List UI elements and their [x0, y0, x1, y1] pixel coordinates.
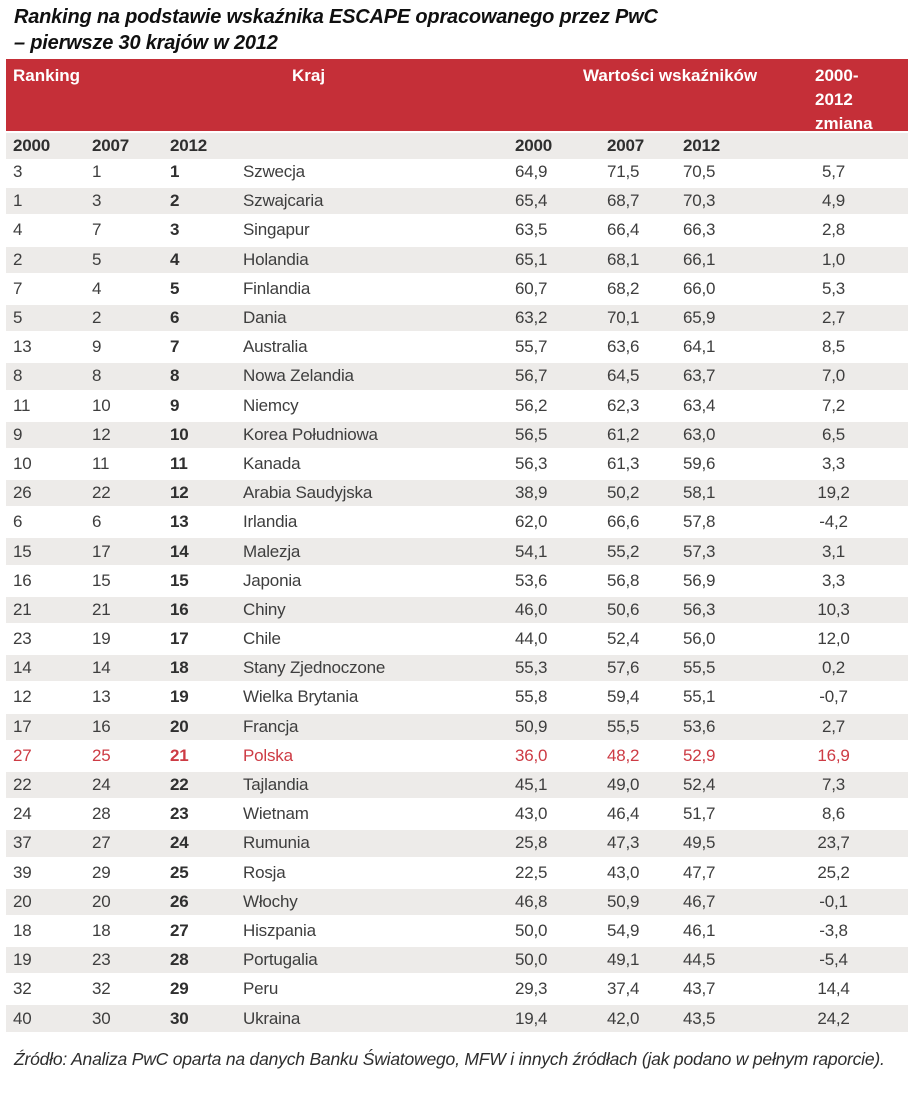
- value-2000: 22,5: [515, 862, 548, 882]
- rank-2012: 9: [170, 395, 180, 415]
- rank-2007: 30: [92, 1008, 111, 1028]
- rank-2007: 9: [92, 337, 102, 357]
- value-2000: 55,7: [515, 337, 548, 357]
- value-2007: 50,2: [607, 483, 640, 503]
- change-value: 4,9: [821, 191, 846, 211]
- table-body: [6, 159, 908, 1035]
- rank-2007: 8: [92, 366, 102, 386]
- rank-2007: 11: [92, 453, 110, 473]
- subheader-rank-2000: 2000: [13, 136, 51, 155]
- rank-2000: 40: [13, 1008, 32, 1028]
- change-value: 3,1: [821, 541, 846, 561]
- rank-2000: 17: [13, 716, 32, 736]
- country-name: Hiszpania: [243, 920, 316, 940]
- country-name: Irlandia: [243, 512, 298, 532]
- rank-2007: 2: [92, 308, 102, 328]
- rank-2007: 20: [92, 891, 111, 911]
- value-2000: 50,9: [515, 716, 548, 736]
- value-2000: 25,8: [515, 833, 548, 853]
- rank-2007: 19: [92, 629, 111, 649]
- country-name: Polska: [243, 745, 293, 765]
- value-2007: 55,2: [607, 541, 640, 561]
- value-2007: 59,4: [607, 687, 640, 707]
- value-2012: 49,5: [683, 833, 716, 853]
- rank-2000: 3: [13, 162, 23, 182]
- table-row: [6, 889, 908, 918]
- value-2007: 71,5: [607, 162, 640, 182]
- value-2012: 52,9: [683, 745, 716, 765]
- header-zmiana-line-3: zmiana: [815, 114, 873, 133]
- value-2000: 46,0: [515, 599, 548, 619]
- country-name: Rumunia: [243, 833, 310, 853]
- value-2012: 44,5: [683, 950, 716, 970]
- value-2000: 55,8: [515, 687, 548, 707]
- title-line-1: Ranking na podstawie wskaźnika ESCAPE opracowanego przez PwC: [14, 6, 658, 28]
- table-row: [6, 801, 908, 830]
- value-2007: 43,0: [607, 862, 640, 882]
- rank-2000: 20: [13, 891, 32, 911]
- value-2007: 46,4: [607, 804, 640, 824]
- value-2000: 56,7: [515, 366, 548, 386]
- value-2007: 42,0: [607, 1008, 640, 1028]
- value-2007: 55,5: [607, 716, 640, 736]
- table-row: [6, 684, 908, 713]
- value-2000: 46,8: [515, 891, 548, 911]
- rank-2007: 29: [92, 862, 111, 882]
- rank-2007: 3: [92, 191, 102, 211]
- change-value: 5,7: [821, 162, 846, 182]
- rank-2012: 21: [170, 745, 189, 765]
- table-row: [6, 568, 908, 597]
- rank-2012: 30: [170, 1008, 189, 1028]
- rank-2007: 1: [92, 162, 102, 182]
- value-2012: 66,0: [683, 278, 716, 298]
- table-row: [6, 860, 908, 889]
- rank-2000: 27: [13, 745, 32, 765]
- table-row: [6, 305, 908, 334]
- country-name: Wielka Brytania: [243, 687, 359, 707]
- change-value: 8,6: [821, 804, 846, 824]
- table-row: [6, 188, 908, 217]
- table-row: [6, 334, 908, 363]
- country-name: Chiny: [243, 599, 286, 619]
- table-row: [6, 1005, 908, 1034]
- rank-2012: 13: [170, 512, 189, 532]
- value-2007: 68,2: [607, 278, 640, 298]
- rank-2012: 16: [170, 599, 189, 619]
- value-2000: 62,0: [515, 512, 548, 532]
- rank-2007: 4: [92, 278, 102, 298]
- table-row: [6, 363, 908, 392]
- change-value: 1,0: [821, 249, 846, 269]
- change-value: 7,0: [821, 366, 846, 386]
- value-2000: 19,4: [515, 1008, 548, 1028]
- value-2007: 61,2: [607, 424, 640, 444]
- table-row: [6, 509, 908, 538]
- value-2012: 57,3: [683, 541, 716, 561]
- table-row: [6, 655, 908, 684]
- rank-2000: 2: [13, 249, 23, 269]
- table-row: [6, 159, 908, 188]
- change-value: 24,2: [817, 1008, 850, 1028]
- rank-2012: 14: [170, 541, 189, 561]
- country-name: Peru: [243, 979, 279, 999]
- value-2012: 55,5: [683, 658, 716, 678]
- value-2000: 55,3: [515, 658, 548, 678]
- change-value: -5,4: [819, 950, 848, 970]
- rank-2000: 32: [13, 979, 32, 999]
- value-2012: 47,7: [683, 862, 716, 882]
- value-2012: 63,0: [683, 424, 716, 444]
- rank-2000: 4: [13, 220, 23, 240]
- rank-2007: 28: [92, 804, 111, 824]
- value-2012: 66,1: [683, 249, 716, 269]
- change-value: 5,3: [821, 278, 846, 298]
- value-2000: 65,4: [515, 191, 548, 211]
- rank-2000: 26: [13, 483, 32, 503]
- country-name: Malezja: [243, 541, 301, 561]
- rank-2000: 14: [13, 658, 32, 678]
- value-2012: 43,7: [683, 979, 716, 999]
- rank-2012: 26: [170, 891, 189, 911]
- value-2007: 63,6: [607, 337, 640, 357]
- value-2007: 54,9: [607, 920, 640, 940]
- rank-2012: 18: [170, 658, 189, 678]
- rank-2007: 25: [92, 745, 111, 765]
- country-name: Szwajcaria: [243, 191, 324, 211]
- rank-2007: 13: [92, 687, 111, 707]
- country-name: Australia: [243, 337, 308, 357]
- header-zmiana-line-1: 2000-: [815, 66, 859, 85]
- value-2000: 29,3: [515, 979, 548, 999]
- rank-2012: 27: [170, 920, 189, 940]
- value-2000: 50,0: [515, 950, 548, 970]
- table-row: [6, 538, 908, 567]
- rank-2000: 39: [13, 862, 32, 882]
- rank-2000: 1: [13, 191, 23, 211]
- country-name: Japonia: [243, 570, 302, 590]
- value-2012: 66,3: [683, 220, 716, 240]
- change-value: 7,3: [821, 775, 846, 795]
- value-2007: 48,2: [607, 745, 640, 765]
- rank-2012: 17: [170, 629, 189, 649]
- value-2007: 56,8: [607, 570, 640, 590]
- table-row: [6, 451, 908, 480]
- country-name: Portugalia: [243, 950, 318, 970]
- value-2012: 53,6: [683, 716, 716, 736]
- header-wartosci: Wartości wskaźników: [583, 66, 758, 85]
- rank-2000: 37: [13, 833, 32, 853]
- value-2000: 56,5: [515, 424, 548, 444]
- rank-2007: 12: [92, 424, 111, 444]
- value-2012: 63,7: [683, 366, 716, 386]
- value-2012: 43,5: [683, 1008, 716, 1028]
- country-name: Kanada: [243, 453, 301, 473]
- rank-2012: 29: [170, 979, 189, 999]
- subheader-rank-2012: 2012: [170, 136, 208, 155]
- value-2000: 64,9: [515, 162, 548, 182]
- subheader-value-2000: 2000: [515, 136, 553, 155]
- rank-2012: 3: [170, 220, 180, 240]
- rank-2007: 27: [92, 833, 111, 853]
- value-2012: 65,9: [683, 308, 716, 328]
- rank-2007: 24: [92, 775, 111, 795]
- rank-2007: 32: [92, 979, 111, 999]
- country-name: Szwecja: [243, 162, 305, 182]
- rank-2000: 12: [13, 687, 32, 707]
- value-2012: 56,3: [683, 599, 716, 619]
- country-name: Finlandia: [243, 278, 311, 298]
- rank-2007: 5: [92, 249, 102, 269]
- rank-2007: 23: [92, 950, 111, 970]
- change-value: 25,2: [817, 862, 850, 882]
- rank-2000: 16: [13, 570, 32, 590]
- rank-2012: 10: [170, 424, 189, 444]
- value-2012: 51,7: [683, 804, 716, 824]
- value-2007: 50,9: [607, 891, 640, 911]
- rank-2000: 8: [13, 366, 23, 386]
- rank-2007: 21: [92, 599, 111, 619]
- country-name: Ukraina: [243, 1008, 301, 1028]
- value-2000: 38,9: [515, 483, 548, 503]
- value-2000: 54,1: [515, 541, 548, 561]
- change-value: -0,7: [819, 687, 848, 707]
- country-name: Tajlandia: [243, 775, 309, 795]
- change-value: -3,8: [819, 920, 848, 940]
- rank-2000: 11: [13, 395, 31, 415]
- table-row: [6, 597, 908, 626]
- rank-2007: 16: [92, 716, 111, 736]
- header-zmiana-line-2: 2012: [815, 90, 853, 109]
- change-value: 10,3: [817, 599, 850, 619]
- table-row: [6, 626, 908, 655]
- rank-2000: 22: [13, 775, 32, 795]
- rank-2012: 2: [170, 191, 180, 211]
- source-note: Źródło: Analiza PwC oparta na danych Banku Światowego, MFW i innych źródłach (jak podano w pełnym raporcie).: [14, 1048, 885, 1069]
- rank-2012: 24: [170, 833, 189, 853]
- table-row: [6, 947, 908, 976]
- table-row: [6, 393, 908, 422]
- rank-2007: 18: [92, 920, 111, 940]
- rank-2000: 6: [13, 512, 23, 532]
- change-value: 8,5: [821, 337, 846, 357]
- country-name: Nowa Zelandia: [243, 366, 354, 386]
- change-value: 12,0: [817, 629, 850, 649]
- rank-2007: 22: [92, 483, 111, 503]
- escape-ranking-table: [6, 59, 908, 1035]
- change-value: 2,7: [821, 716, 846, 736]
- value-2007: 52,4: [607, 629, 640, 649]
- value-2012: 55,1: [683, 687, 716, 707]
- table-row: [6, 772, 908, 801]
- value-2007: 47,3: [607, 833, 640, 853]
- rank-2012: 28: [170, 950, 189, 970]
- title-line-2: – pierwsze 30 krajów w 2012: [14, 32, 278, 54]
- country-name: Niemcy: [243, 395, 299, 415]
- value-2007: 68,1: [607, 249, 640, 269]
- table-row: [6, 830, 908, 859]
- value-2012: 63,4: [683, 395, 716, 415]
- country-name: Dania: [243, 308, 287, 328]
- rank-2007: 10: [92, 395, 111, 415]
- rank-2012: 8: [170, 366, 180, 386]
- value-2000: 63,5: [515, 220, 548, 240]
- table-header-row: [6, 59, 908, 133]
- rank-2000: 18: [13, 920, 32, 940]
- change-value: 2,8: [821, 220, 846, 240]
- country-name: Rosja: [243, 862, 286, 882]
- value-2007: 68,7: [607, 191, 640, 211]
- rank-2007: 7: [92, 220, 102, 240]
- table-row: [6, 976, 908, 1005]
- value-2000: 50,0: [515, 920, 548, 940]
- value-2012: 56,9: [683, 570, 716, 590]
- value-2007: 64,5: [607, 366, 640, 386]
- rank-2012: 6: [170, 308, 180, 328]
- table-row: [6, 480, 908, 509]
- value-2000: 44,0: [515, 629, 548, 649]
- country-name: Holandia: [243, 249, 309, 269]
- rank-2000: 15: [13, 541, 32, 561]
- value-2000: 36,0: [515, 745, 548, 765]
- table-row: [6, 276, 908, 305]
- value-2007: 70,1: [607, 308, 640, 328]
- change-value: -4,2: [819, 512, 848, 532]
- rank-2012: 7: [170, 337, 180, 357]
- country-name: Wietnam: [243, 804, 309, 824]
- value-2007: 66,6: [607, 512, 640, 532]
- change-value: 3,3: [821, 453, 846, 473]
- rank-2000: 5: [13, 308, 23, 328]
- table-row: [6, 247, 908, 276]
- value-2000: 56,2: [515, 395, 548, 415]
- rank-2000: 13: [13, 337, 32, 357]
- value-2007: 62,3: [607, 395, 640, 415]
- rank-2000: 7: [13, 278, 23, 298]
- table-row: [6, 217, 908, 246]
- rank-2007: 15: [92, 570, 111, 590]
- value-2012: 46,1: [683, 920, 716, 940]
- value-2007: 57,6: [607, 658, 640, 678]
- rank-2007: 6: [92, 512, 102, 532]
- value-2012: 70,3: [683, 191, 716, 211]
- value-2000: 60,7: [515, 278, 548, 298]
- value-2012: 57,8: [683, 512, 716, 532]
- rank-2000: 19: [13, 950, 32, 970]
- value-2012: 70,5: [683, 162, 716, 182]
- value-2012: 58,1: [683, 483, 716, 503]
- value-2007: 50,6: [607, 599, 640, 619]
- table-row: [6, 743, 908, 772]
- rank-2012: 22: [170, 775, 189, 795]
- value-2012: 52,4: [683, 775, 716, 795]
- value-2007: 37,4: [607, 979, 640, 999]
- subheader-value-2012: 2012: [683, 136, 721, 155]
- country-name: Stany Zjednoczone: [243, 658, 386, 678]
- rank-2012: 12: [170, 483, 189, 503]
- header-kraj: Kraj: [292, 66, 326, 85]
- value-2007: 66,4: [607, 220, 640, 240]
- value-2012: 46,7: [683, 891, 716, 911]
- rank-2012: 20: [170, 716, 189, 736]
- country-name: Arabia Saudyjska: [243, 483, 373, 503]
- rank-2012: 23: [170, 804, 189, 824]
- value-2007: 61,3: [607, 453, 640, 473]
- value-2000: 45,1: [515, 775, 548, 795]
- table-row: [6, 918, 908, 947]
- country-name: Singapur: [243, 220, 310, 240]
- country-name: Włochy: [243, 891, 298, 911]
- value-2000: 56,3: [515, 453, 548, 473]
- rank-2012: 25: [170, 862, 189, 882]
- rank-2012: 19: [170, 687, 189, 707]
- rank-2000: 10: [13, 453, 32, 473]
- rank-2000: 23: [13, 629, 32, 649]
- value-2007: 49,0: [607, 775, 640, 795]
- change-value: 19,2: [817, 483, 850, 503]
- header-zmiana: [815, 64, 908, 136]
- value-2012: 59,6: [683, 453, 716, 473]
- value-2007: 49,1: [607, 950, 640, 970]
- rank-2000: 21: [13, 599, 32, 619]
- table-row: [6, 422, 908, 451]
- rank-2012: 11: [170, 453, 188, 473]
- value-2000: 63,2: [515, 308, 548, 328]
- table-row: [6, 714, 908, 743]
- rank-2007: 17: [92, 541, 111, 561]
- value-2012: 64,1: [683, 337, 716, 357]
- change-value: 16,9: [817, 745, 850, 765]
- table-subheader-row: [6, 133, 908, 159]
- change-value: -0,1: [819, 891, 848, 911]
- change-value: 2,7: [821, 308, 846, 328]
- change-value: 6,5: [821, 424, 846, 444]
- country-name: Francja: [243, 716, 299, 736]
- page-title: [0, 0, 913, 56]
- country-name: Korea Południowa: [243, 424, 378, 444]
- rank-2012: 1: [170, 162, 180, 182]
- rank-2012: 4: [170, 249, 180, 269]
- change-value: 0,2: [821, 658, 846, 678]
- rank-2000: 24: [13, 804, 32, 824]
- value-2000: 65,1: [515, 249, 548, 269]
- value-2000: 53,6: [515, 570, 548, 590]
- value-2012: 56,0: [683, 629, 716, 649]
- rank-2007: 14: [92, 658, 111, 678]
- rank-2012: 5: [170, 278, 180, 298]
- change-value: 7,2: [821, 395, 846, 415]
- change-value: 3,3: [821, 570, 846, 590]
- header-ranking: Ranking: [13, 66, 81, 85]
- value-2000: 43,0: [515, 804, 548, 824]
- country-name: Chile: [243, 629, 281, 649]
- rank-2000: 9: [13, 424, 23, 444]
- subheader-value-2007: 2007: [607, 136, 645, 155]
- subheader-rank-2007: 2007: [92, 136, 130, 155]
- rank-2012: 15: [170, 570, 189, 590]
- change-value: 14,4: [817, 979, 850, 999]
- change-value: 23,7: [817, 833, 850, 853]
